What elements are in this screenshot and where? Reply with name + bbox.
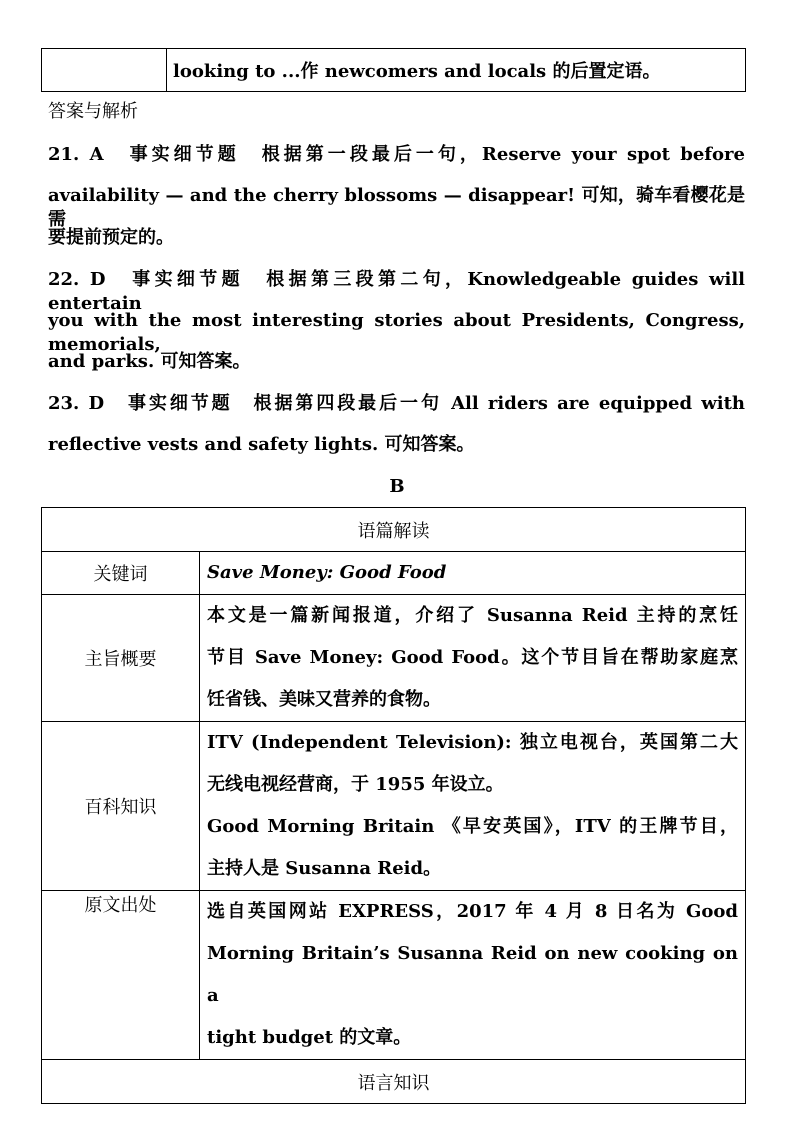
- answers-heading: 答案与解析: [48, 101, 138, 122]
- answer-21-line-3: 要提前预定的。: [48, 227, 174, 248]
- table-key-cell: 主旨概要: [42, 595, 200, 722]
- table-cell-note: looking to ...作 newcomers and locals 的后置定语。: [167, 49, 746, 92]
- table-footer: 语言知识: [42, 1060, 746, 1104]
- passage-analysis-table: [41, 507, 746, 1104]
- table-cell-empty: [42, 49, 167, 92]
- table-value-cell: [200, 595, 746, 722]
- answer-22-line-2: you with the most interesting stories about Presidents, Congress, memorials,: [48, 310, 745, 355]
- table-row-keywords: [42, 552, 746, 595]
- section-b-title: B: [389, 476, 405, 497]
- summary-line: 饪省钱、美味又营养的食物。: [207, 689, 441, 710]
- keyword-text: Save Money: Good Food: [207, 562, 447, 583]
- table-row-encyclopedia: [42, 722, 746, 891]
- table-row-summary: [42, 595, 746, 722]
- table-row: [42, 1060, 746, 1104]
- encyclopedia-line: Good Morning Britain 《早安英国》，ITV 的王牌节目，: [207, 816, 738, 837]
- table-row: [42, 508, 746, 552]
- table-key-cell: 百科知识: [42, 722, 200, 891]
- answer-22-line-1: 22. D 事实细节题 根据第三段第二句，Knowledgeable guides will entertain: [48, 269, 745, 314]
- answer-22-line-3: and parks. 可知答案。: [48, 351, 251, 372]
- source-line: tight budget 的文章。: [207, 1027, 412, 1048]
- table-value-cell: [200, 891, 746, 1060]
- answer-23-line-2: reflective vests and safety lights. 可知答案。: [48, 434, 475, 455]
- answer-21-line-1: 21. A 事实细节题 根据第一段最后一句，Reserve your spot before: [48, 144, 745, 165]
- table-value-cell: [200, 552, 746, 595]
- answer-21-line-2: availability — and the cherry blossoms — disappear! 可知，骑车看樱花是需: [48, 185, 745, 230]
- previous-table-fragment: [41, 48, 746, 92]
- encyclopedia-line: ITV (Independent Television): 独立电视台，英国第二大: [207, 732, 738, 753]
- encyclopedia-line: 无线电视经营商，于 1955 年设立。: [207, 774, 504, 795]
- encyclopedia-line: 主持人是 Susanna Reid。: [207, 858, 442, 879]
- source-line: 选自英国网站 EXPRESS，2017 年 4 月 8 日名为 Good: [207, 901, 738, 922]
- summary-line: 节目 Save Money: Good Food。这个节目旨在帮助家庭烹: [207, 647, 738, 668]
- table-value-cell: [200, 722, 746, 891]
- answer-23-line-1: 23. D 事实细节题 根据第四段最后一句 All riders are equipped with: [48, 393, 745, 414]
- table-row: [42, 49, 746, 92]
- table-row-source: [42, 891, 746, 1060]
- source-line: Morning Britain’s Susanna Reid on new cooking on a: [207, 943, 738, 1006]
- table-key-cell: 关键词: [42, 552, 200, 595]
- summary-line: 本文是一篇新闻报道，介绍了 Susanna Reid 主持的烹饪: [207, 605, 738, 626]
- table-header: 语篇解读: [42, 508, 746, 552]
- table-key-cell: 原文出处: [42, 891, 200, 1060]
